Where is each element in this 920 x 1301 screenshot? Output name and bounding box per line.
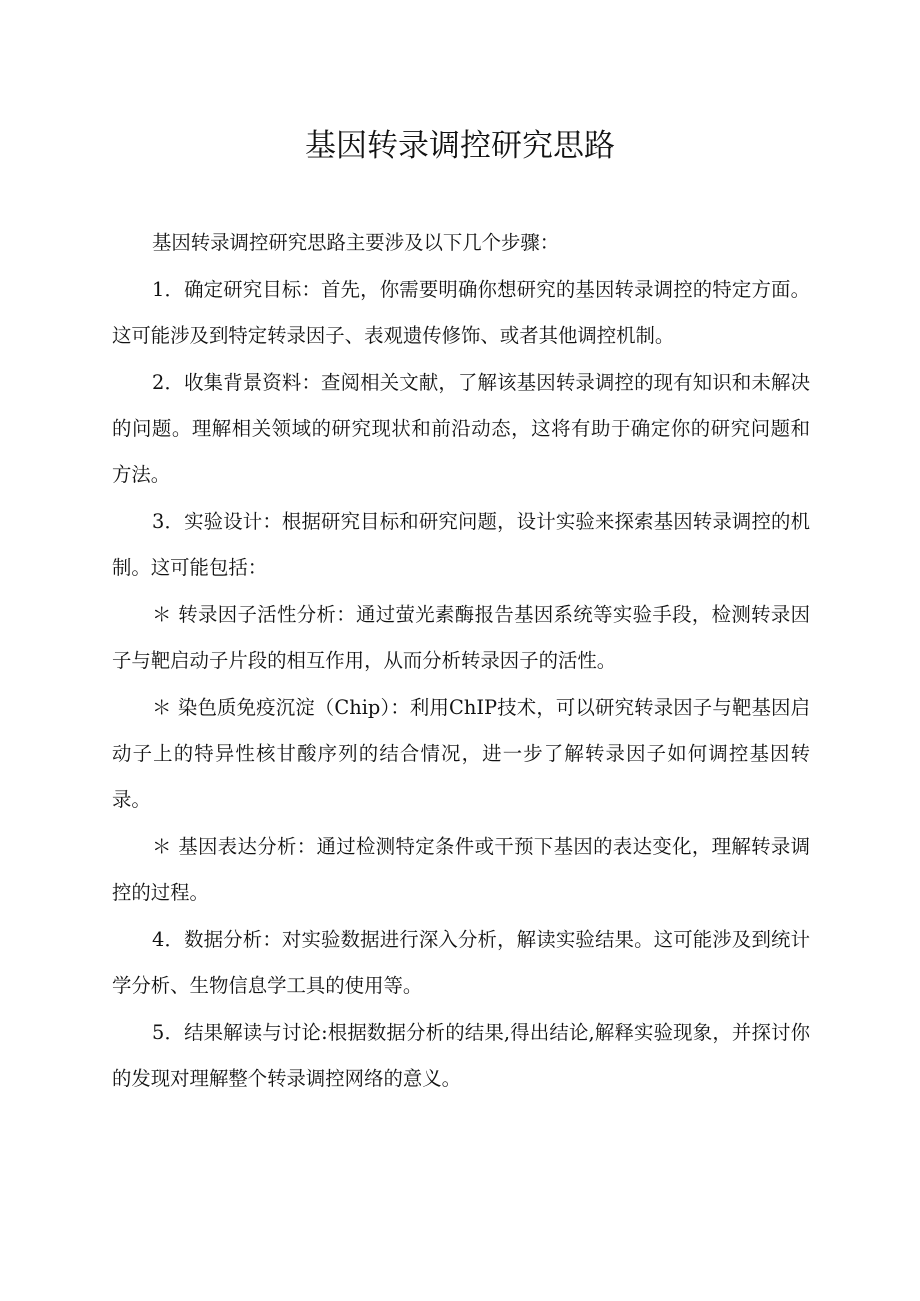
document-body [112,220,810,1103]
bullet-gene-expression-analysis: ＊ 基因表达分析：通过检测特定条件或干预下基因的表达变化，理解转录调控的过程。 [112,835,810,904]
step-1-paragraph: 1．确定研究目标：首先，你需要明确你想研究的基因转录调控的特定方面。这可能涉及到特定转录因子、表观遗传修饰、或者其他调控机制。 [112,278,810,347]
step-5-paragraph: 5．结果解读与讨论:根据数据分析的结果,得出结论,解释实验现象，并探讨你的发现对理解整个转录调控网络的意义。 [112,1021,810,1090]
step-3-paragraph: 3．实验设计：根据研究目标和研究问题，设计实验来探索基因转录调控的机制。这可能包括： [112,510,810,579]
step-2-paragraph: 2．收集背景资料：查阅相关文献，了解该基因转录调控的现有知识和未解决的问题。理解相关领域的研究现状和前沿动态，这将有助于确定你的研究问题和方法。 [112,371,810,486]
step-4-paragraph: 4．数据分析：对实验数据进行深入分析，解读实验结果。这可能涉及到统计学分析、生物信息学工具的使用等。 [112,928,810,997]
bullet-transcription-factor-activity: ＊ 转录因子活性分析：通过萤光素酶报告基因系统等实验手段，检测转录因子与靶启动子片段的相互作用，从而分析转录因子的活性。 [112,603,810,672]
intro-paragraph: 基因转录调控研究思路主要涉及以下几个步骤： [152,231,560,254]
document-title: 基因转录调控研究思路 [305,128,615,164]
bullet-chromatin-immunoprecipitation: ＊ 染色质免疫沉淀（Chip）：利用ChIP技术，可以研究转录因子与靶基因启动子上的特异性核甘酸序列的结合情况，进一步了解转录因子如何调控基因转录。 [112,696,810,811]
